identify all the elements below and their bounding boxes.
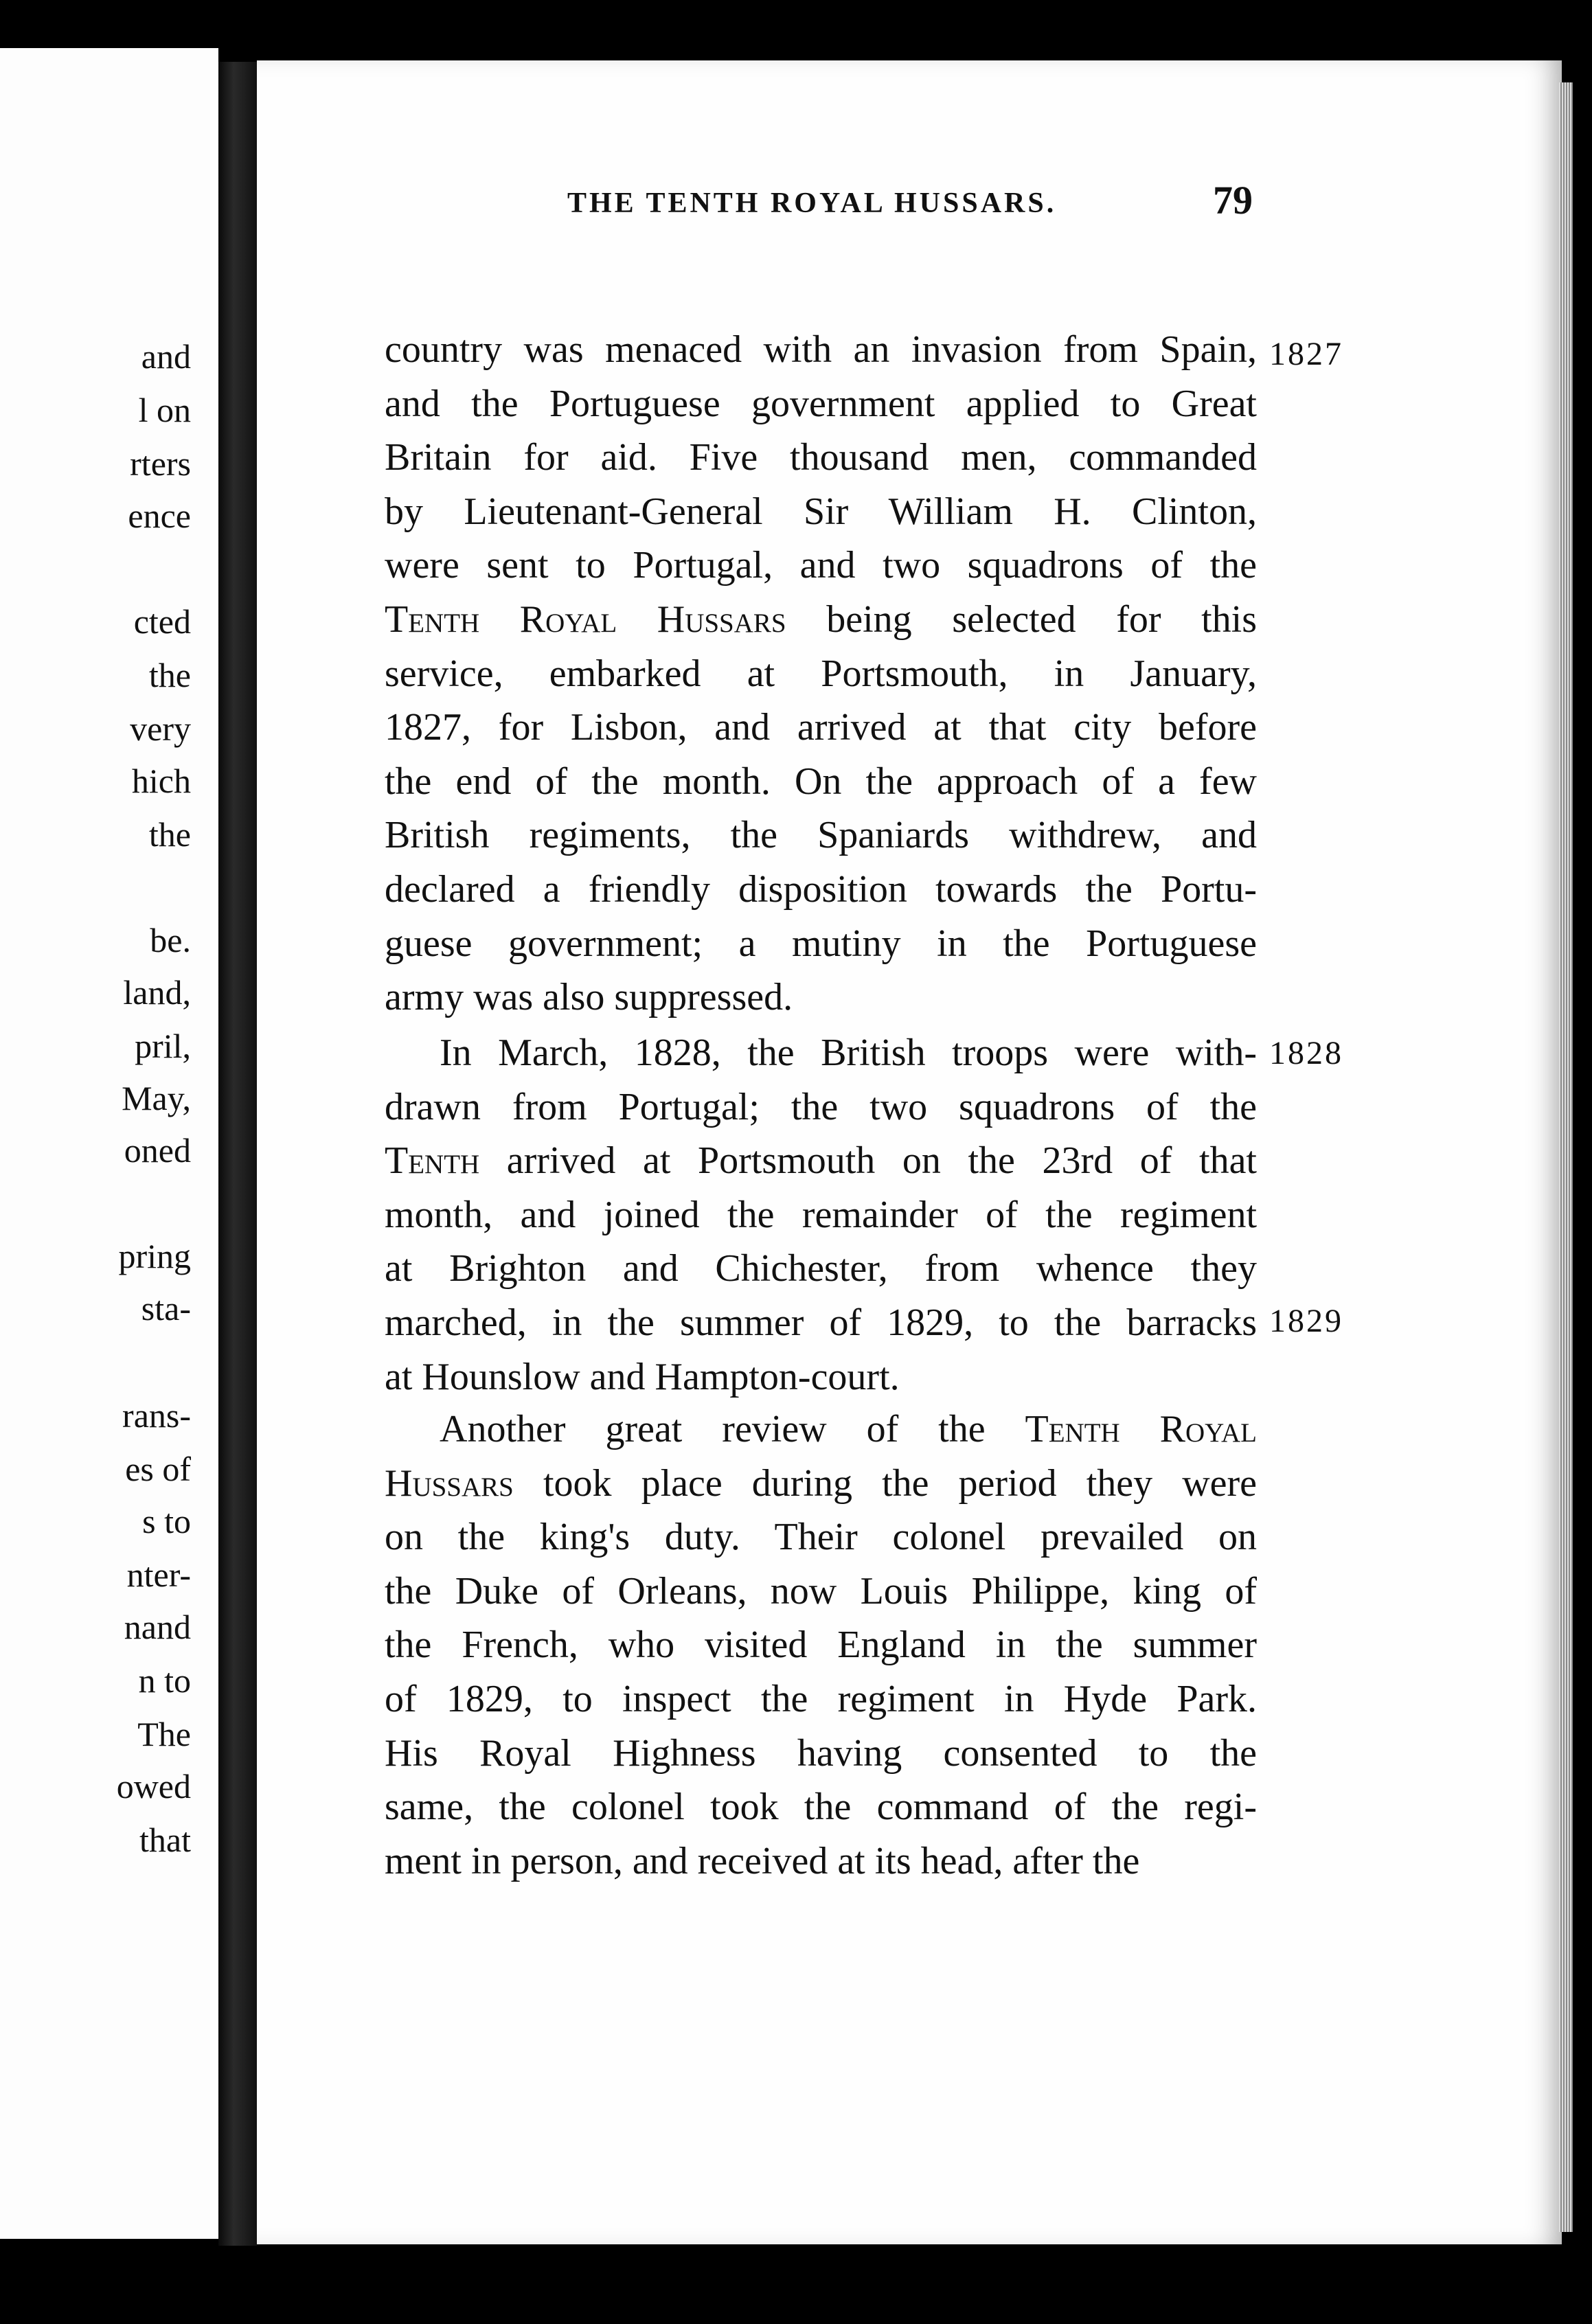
text-line: same, the colonel took the command of the regi- — [385, 1786, 1257, 1829]
left-page-fragment: oned — [124, 1131, 191, 1170]
left-page-fragment: that — [139, 1821, 191, 1859]
left-page-fragment: the — [148, 815, 191, 854]
left-page-fragment: sta- — [141, 1289, 191, 1328]
book-gutter — [218, 62, 257, 2246]
text-line: at Brighton and Chichester, from whence they — [385, 1247, 1257, 1290]
left-page-fragment: rters — [130, 444, 191, 483]
left-page-fragment: the — [148, 656, 191, 694]
left-page-fragment: and — [141, 337, 191, 376]
text-line: at Hounslow and Hampton-court. — [385, 1355, 900, 1398]
left-page-fragment: cted — [133, 602, 191, 641]
text-line: Tenth Royal Hussars being selected for this — [385, 598, 1258, 641]
text-line: In March, 1828, the British troops were with- — [440, 1032, 1257, 1074]
left-page-fragment: pril, — [135, 1027, 191, 1065]
text-line: country was menaced with an invasion from Spain, — [385, 328, 1257, 371]
left-page-fragment: be. — [150, 921, 191, 959]
left-page-fragment: land, — [123, 973, 191, 1012]
left-page-fragment: The — [137, 1715, 191, 1753]
text-line: ment in person, and received at its head, after the — [385, 1839, 1140, 1882]
text-line: service, embarked at Portsmouth, in January, — [385, 652, 1257, 695]
text-line: the Duke of Orleans, now Louis Philippe, king of — [385, 1569, 1257, 1613]
page-number: 79 — [1213, 178, 1253, 223]
left-page-fragment: nand — [124, 1608, 191, 1646]
left-page-fragment: es of — [125, 1450, 191, 1488]
text-line: guese government; a mutiny in the Portuguese — [385, 922, 1257, 965]
text-line: marched, in the summer of 1829, to the barracks — [385, 1301, 1257, 1344]
left-page — [0, 48, 218, 2239]
text-line: drawn from Portugal; the two squadrons of the — [385, 1085, 1257, 1128]
left-page-fragment: nter- — [126, 1556, 191, 1594]
margin-year-1829: 1829 — [1269, 1303, 1343, 1339]
left-page-fragment: hich — [131, 762, 191, 800]
left-page-fragment: rans- — [122, 1396, 191, 1435]
text-line: the end of the month. On the approach of a few — [385, 760, 1257, 803]
margin-year-1827: 1827 — [1269, 336, 1343, 372]
text-line: of 1829, to inspect the regiment in Hyde Park. — [385, 1678, 1257, 1720]
text-line: by Lieutenant-General Sir William H. Clinton, — [385, 490, 1257, 533]
left-page-fragment: May, — [122, 1079, 191, 1117]
left-page-fragment: pring — [118, 1237, 191, 1275]
text-line: declared a friendly disposition towards the Portu- — [385, 868, 1257, 911]
text-line: the French, who visited England in the summer — [385, 1624, 1257, 1667]
text-line: His Royal Highness having consented to the — [385, 1731, 1257, 1775]
text-line: and the Portuguese government applied to Great — [385, 382, 1257, 425]
text-line: army was also suppressed. — [385, 976, 793, 1019]
page-edges — [1559, 82, 1573, 2232]
left-page-fragment: s to — [142, 1502, 191, 1540]
text-line: Tenth arrived at Portsmouth on the 23rd of that — [385, 1139, 1257, 1183]
text-line: on the king's duty. Their colonel prevailed on — [385, 1516, 1257, 1559]
running-header: THE TENTH ROYAL HUSSARS. — [567, 187, 1057, 219]
margin-year-1828: 1828 — [1269, 1035, 1343, 1071]
left-page-fragment: ence — [128, 497, 191, 535]
text-line: Another great review of the Tenth Royal — [440, 1408, 1258, 1450]
text-line: month, and joined the remainder of the regiment — [385, 1193, 1257, 1236]
text-line: were sent to Portugal, and two squadrons of the — [385, 544, 1257, 587]
left-page-fragment: n to — [138, 1661, 191, 1700]
left-page-fragment: very — [130, 709, 191, 748]
text-line: 1827, for Lisbon, and arrived at that city before — [385, 706, 1257, 749]
text-line: British regiments, the Spaniards withdrew, and — [385, 814, 1257, 857]
text-line: Britain for aid. Five thousand men, commanded — [385, 436, 1257, 479]
left-page-fragment: l on — [138, 391, 191, 429]
text-line: Hussars took place during the period they were — [385, 1461, 1257, 1505]
left-page-fragment: owed — [116, 1767, 191, 1805]
